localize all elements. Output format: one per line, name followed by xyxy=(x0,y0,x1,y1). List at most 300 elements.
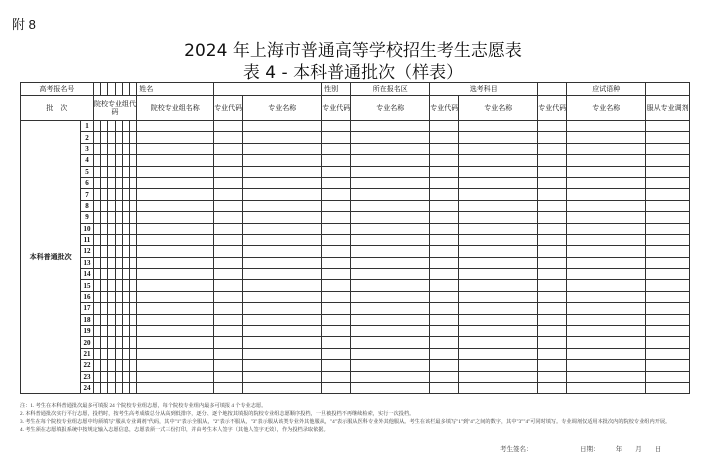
major-code-cell[interactable] xyxy=(322,189,351,200)
major-name-cell[interactable] xyxy=(243,121,322,132)
major-name-cell[interactable] xyxy=(243,326,322,337)
group-name-cell[interactable] xyxy=(137,223,214,234)
adjust-cell[interactable] xyxy=(646,246,690,257)
group-code-cell[interactable] xyxy=(108,121,115,132)
name-field[interactable] xyxy=(214,83,322,96)
group-code-cell[interactable] xyxy=(122,326,129,337)
group-code-cell[interactable] xyxy=(122,337,129,348)
major-code-cell[interactable] xyxy=(214,257,243,268)
major-code-cell[interactable] xyxy=(430,234,459,245)
group-code-cell[interactable] xyxy=(115,143,122,154)
major-code-cell[interactable] xyxy=(538,337,567,348)
major-name-cell[interactable] xyxy=(567,246,646,257)
group-code-cell[interactable] xyxy=(115,166,122,177)
group-code-cell[interactable] xyxy=(108,269,115,280)
group-code-cell[interactable] xyxy=(122,155,129,166)
major-name-cell[interactable] xyxy=(351,155,430,166)
group-code-cell[interactable] xyxy=(130,280,137,291)
adjust-cell[interactable] xyxy=(646,166,690,177)
group-code-cell[interactable] xyxy=(115,371,122,382)
group-code-cell[interactable] xyxy=(130,314,137,325)
group-code-cell[interactable] xyxy=(115,189,122,200)
major-code-cell[interactable] xyxy=(430,360,459,371)
adjust-cell[interactable] xyxy=(646,177,690,188)
major-name-cell[interactable] xyxy=(243,189,322,200)
major-code-cell[interactable] xyxy=(322,269,351,280)
major-name-cell[interactable] xyxy=(567,234,646,245)
group-code-cell[interactable] xyxy=(115,257,122,268)
group-name-cell[interactable] xyxy=(137,280,214,291)
major-name-cell[interactable] xyxy=(351,177,430,188)
group-code-cell[interactable] xyxy=(93,269,100,280)
group-code-cell[interactable] xyxy=(100,382,107,393)
group-name-cell[interactable] xyxy=(137,314,214,325)
major-code-cell[interactable] xyxy=(430,257,459,268)
group-code-cell[interactable] xyxy=(130,337,137,348)
group-name-cell[interactable] xyxy=(137,177,214,188)
group-code-cell[interactable] xyxy=(93,246,100,257)
major-code-cell[interactable] xyxy=(538,234,567,245)
group-code-cell[interactable] xyxy=(108,371,115,382)
group-code-cell[interactable] xyxy=(93,257,100,268)
group-code-cell[interactable] xyxy=(100,166,107,177)
major-name-cell[interactable] xyxy=(351,189,430,200)
group-code-cell[interactable] xyxy=(100,121,107,132)
major-code-cell[interactable] xyxy=(214,166,243,177)
major-code-cell[interactable] xyxy=(214,360,243,371)
major-name-cell[interactable] xyxy=(459,371,538,382)
adjust-cell[interactable] xyxy=(646,121,690,132)
major-code-cell[interactable] xyxy=(322,223,351,234)
major-name-cell[interactable] xyxy=(459,200,538,211)
major-name-cell[interactable] xyxy=(243,257,322,268)
group-code-cell[interactable] xyxy=(108,246,115,257)
adjust-cell[interactable] xyxy=(646,348,690,359)
major-code-cell[interactable] xyxy=(538,371,567,382)
major-name-cell[interactable] xyxy=(459,280,538,291)
major-name-cell[interactable] xyxy=(567,337,646,348)
major-name-cell[interactable] xyxy=(459,291,538,302)
major-code-cell[interactable] xyxy=(322,166,351,177)
group-code-cell[interactable] xyxy=(100,326,107,337)
major-code-cell[interactable] xyxy=(430,371,459,382)
major-code-cell[interactable] xyxy=(322,212,351,223)
major-code-cell[interactable] xyxy=(322,177,351,188)
group-name-cell[interactable] xyxy=(137,371,214,382)
major-code-cell[interactable] xyxy=(538,348,567,359)
group-code-cell[interactable] xyxy=(108,360,115,371)
group-code-cell[interactable] xyxy=(115,337,122,348)
adjust-cell[interactable] xyxy=(646,223,690,234)
adjust-cell[interactable] xyxy=(646,143,690,154)
major-name-cell[interactable] xyxy=(567,155,646,166)
major-code-cell[interactable] xyxy=(430,143,459,154)
major-name-cell[interactable] xyxy=(567,132,646,143)
group-code-cell[interactable] xyxy=(93,303,100,314)
group-code-cell[interactable] xyxy=(115,246,122,257)
exam-no-cell[interactable] xyxy=(115,83,122,96)
major-name-cell[interactable] xyxy=(567,371,646,382)
major-code-cell[interactable] xyxy=(430,382,459,393)
major-code-cell[interactable] xyxy=(538,269,567,280)
major-name-cell[interactable] xyxy=(459,303,538,314)
major-code-cell[interactable] xyxy=(214,269,243,280)
major-code-cell[interactable] xyxy=(322,121,351,132)
major-code-cell[interactable] xyxy=(214,326,243,337)
group-code-cell[interactable] xyxy=(108,200,115,211)
major-code-cell[interactable] xyxy=(322,303,351,314)
major-name-cell[interactable] xyxy=(351,371,430,382)
group-code-cell[interactable] xyxy=(130,143,137,154)
group-code-cell[interactable] xyxy=(108,303,115,314)
major-name-cell[interactable] xyxy=(459,177,538,188)
group-code-cell[interactable] xyxy=(122,166,129,177)
major-code-cell[interactable] xyxy=(214,246,243,257)
major-code-cell[interactable] xyxy=(214,143,243,154)
group-name-cell[interactable] xyxy=(137,382,214,393)
group-code-cell[interactable] xyxy=(100,371,107,382)
major-name-cell[interactable] xyxy=(243,348,322,359)
major-name-cell[interactable] xyxy=(567,348,646,359)
group-code-cell[interactable] xyxy=(108,177,115,188)
major-code-cell[interactable] xyxy=(322,314,351,325)
adjust-cell[interactable] xyxy=(646,291,690,302)
group-code-cell[interactable] xyxy=(115,291,122,302)
major-name-cell[interactable] xyxy=(351,143,430,154)
group-code-cell[interactable] xyxy=(130,291,137,302)
major-name-cell[interactable] xyxy=(243,155,322,166)
group-code-cell[interactable] xyxy=(130,269,137,280)
major-code-cell[interactable] xyxy=(430,337,459,348)
group-code-cell[interactable] xyxy=(100,189,107,200)
group-name-cell[interactable] xyxy=(137,155,214,166)
group-code-cell[interactable] xyxy=(100,155,107,166)
major-name-cell[interactable] xyxy=(243,337,322,348)
major-name-cell[interactable] xyxy=(243,177,322,188)
major-name-cell[interactable] xyxy=(351,291,430,302)
major-name-cell[interactable] xyxy=(567,200,646,211)
major-code-cell[interactable] xyxy=(430,155,459,166)
group-code-cell[interactable] xyxy=(122,223,129,234)
adjust-cell[interactable] xyxy=(646,200,690,211)
group-code-cell[interactable] xyxy=(130,360,137,371)
group-code-cell[interactable] xyxy=(115,121,122,132)
group-code-cell[interactable] xyxy=(100,314,107,325)
major-name-cell[interactable] xyxy=(567,291,646,302)
major-name-cell[interactable] xyxy=(459,132,538,143)
major-name-cell[interactable] xyxy=(567,326,646,337)
major-code-cell[interactable] xyxy=(538,189,567,200)
group-code-cell[interactable] xyxy=(100,177,107,188)
major-code-cell[interactable] xyxy=(430,132,459,143)
major-name-cell[interactable] xyxy=(351,326,430,337)
group-code-cell[interactable] xyxy=(93,132,100,143)
group-code-cell[interactable] xyxy=(130,177,137,188)
major-code-cell[interactable] xyxy=(322,234,351,245)
group-code-cell[interactable] xyxy=(115,326,122,337)
group-code-cell[interactable] xyxy=(108,257,115,268)
major-name-cell[interactable] xyxy=(243,371,322,382)
group-code-cell[interactable] xyxy=(130,223,137,234)
major-code-cell[interactable] xyxy=(214,280,243,291)
group-code-cell[interactable] xyxy=(108,212,115,223)
major-name-cell[interactable] xyxy=(459,382,538,393)
group-code-cell[interactable] xyxy=(122,280,129,291)
group-code-cell[interactable] xyxy=(130,382,137,393)
group-name-cell[interactable] xyxy=(137,189,214,200)
major-code-cell[interactable] xyxy=(430,291,459,302)
major-name-cell[interactable] xyxy=(243,382,322,393)
major-name-cell[interactable] xyxy=(459,269,538,280)
group-code-cell[interactable] xyxy=(130,212,137,223)
group-code-cell[interactable] xyxy=(108,143,115,154)
group-code-cell[interactable] xyxy=(108,132,115,143)
major-code-cell[interactable] xyxy=(538,223,567,234)
major-name-cell[interactable] xyxy=(567,382,646,393)
group-code-cell[interactable] xyxy=(115,200,122,211)
major-code-cell[interactable] xyxy=(430,303,459,314)
major-code-cell[interactable] xyxy=(214,200,243,211)
group-code-cell[interactable] xyxy=(122,360,129,371)
group-name-cell[interactable] xyxy=(137,212,214,223)
group-code-cell[interactable] xyxy=(122,143,129,154)
language-field[interactable] xyxy=(646,83,690,96)
major-code-cell[interactable] xyxy=(430,348,459,359)
adjust-cell[interactable] xyxy=(646,382,690,393)
group-code-cell[interactable] xyxy=(122,121,129,132)
group-code-cell[interactable] xyxy=(122,212,129,223)
major-code-cell[interactable] xyxy=(430,189,459,200)
major-name-cell[interactable] xyxy=(459,121,538,132)
group-code-cell[interactable] xyxy=(130,189,137,200)
group-code-cell[interactable] xyxy=(130,155,137,166)
major-name-cell[interactable] xyxy=(351,337,430,348)
group-name-cell[interactable] xyxy=(137,200,214,211)
major-code-cell[interactable] xyxy=(538,166,567,177)
major-name-cell[interactable] xyxy=(243,166,322,177)
major-code-cell[interactable] xyxy=(322,348,351,359)
group-name-cell[interactable] xyxy=(137,348,214,359)
group-code-cell[interactable] xyxy=(115,303,122,314)
major-code-cell[interactable] xyxy=(538,326,567,337)
group-code-cell[interactable] xyxy=(122,257,129,268)
group-code-cell[interactable] xyxy=(122,371,129,382)
group-name-cell[interactable] xyxy=(137,291,214,302)
group-code-cell[interactable] xyxy=(93,212,100,223)
major-code-cell[interactable] xyxy=(322,143,351,154)
group-code-cell[interactable] xyxy=(108,326,115,337)
group-code-cell[interactable] xyxy=(100,269,107,280)
group-code-cell[interactable] xyxy=(100,143,107,154)
adjust-cell[interactable] xyxy=(646,212,690,223)
major-code-cell[interactable] xyxy=(538,121,567,132)
major-code-cell[interactable] xyxy=(214,189,243,200)
group-code-cell[interactable] xyxy=(100,257,107,268)
major-code-cell[interactable] xyxy=(322,291,351,302)
major-code-cell[interactable] xyxy=(538,360,567,371)
major-code-cell[interactable] xyxy=(430,166,459,177)
major-code-cell[interactable] xyxy=(214,234,243,245)
exam-no-cell[interactable] xyxy=(108,83,115,96)
group-name-cell[interactable] xyxy=(137,360,214,371)
group-code-cell[interactable] xyxy=(100,132,107,143)
major-name-cell[interactable] xyxy=(567,257,646,268)
major-name-cell[interactable] xyxy=(243,143,322,154)
group-code-cell[interactable] xyxy=(93,280,100,291)
major-code-cell[interactable] xyxy=(538,155,567,166)
major-name-cell[interactable] xyxy=(459,257,538,268)
group-code-cell[interactable] xyxy=(115,223,122,234)
group-code-cell[interactable] xyxy=(108,280,115,291)
group-code-cell[interactable] xyxy=(93,200,100,211)
group-code-cell[interactable] xyxy=(100,234,107,245)
major-code-cell[interactable] xyxy=(538,246,567,257)
major-name-cell[interactable] xyxy=(351,257,430,268)
group-name-cell[interactable] xyxy=(137,246,214,257)
major-name-cell[interactable] xyxy=(459,246,538,257)
major-name-cell[interactable] xyxy=(243,280,322,291)
adjust-cell[interactable] xyxy=(646,269,690,280)
major-name-cell[interactable] xyxy=(459,223,538,234)
major-code-cell[interactable] xyxy=(214,291,243,302)
adjust-cell[interactable] xyxy=(646,189,690,200)
group-code-cell[interactable] xyxy=(108,291,115,302)
group-code-cell[interactable] xyxy=(93,143,100,154)
group-name-cell[interactable] xyxy=(137,269,214,280)
group-code-cell[interactable] xyxy=(100,200,107,211)
major-name-cell[interactable] xyxy=(351,223,430,234)
major-code-cell[interactable] xyxy=(214,132,243,143)
group-code-cell[interactable] xyxy=(93,382,100,393)
major-name-cell[interactable] xyxy=(567,314,646,325)
group-code-cell[interactable] xyxy=(130,257,137,268)
group-code-cell[interactable] xyxy=(130,326,137,337)
major-name-cell[interactable] xyxy=(243,269,322,280)
major-code-cell[interactable] xyxy=(538,291,567,302)
group-code-cell[interactable] xyxy=(100,360,107,371)
major-code-cell[interactable] xyxy=(430,314,459,325)
major-code-cell[interactable] xyxy=(538,382,567,393)
exam-no-cell[interactable] xyxy=(100,83,107,96)
major-code-cell[interactable] xyxy=(322,246,351,257)
major-name-cell[interactable] xyxy=(351,382,430,393)
major-code-cell[interactable] xyxy=(214,121,243,132)
major-code-cell[interactable] xyxy=(430,223,459,234)
adjust-cell[interactable] xyxy=(646,257,690,268)
group-code-cell[interactable] xyxy=(130,234,137,245)
adjust-cell[interactable] xyxy=(646,314,690,325)
group-code-cell[interactable] xyxy=(93,155,100,166)
group-code-cell[interactable] xyxy=(108,166,115,177)
adjust-cell[interactable] xyxy=(646,337,690,348)
group-code-cell[interactable] xyxy=(100,223,107,234)
major-code-cell[interactable] xyxy=(322,257,351,268)
group-code-cell[interactable] xyxy=(115,155,122,166)
group-code-cell[interactable] xyxy=(108,223,115,234)
major-name-cell[interactable] xyxy=(351,303,430,314)
major-code-cell[interactable] xyxy=(322,382,351,393)
group-code-cell[interactable] xyxy=(122,314,129,325)
major-code-cell[interactable] xyxy=(430,326,459,337)
major-name-cell[interactable] xyxy=(351,234,430,245)
major-name-cell[interactable] xyxy=(351,212,430,223)
major-name-cell[interactable] xyxy=(459,189,538,200)
major-name-cell[interactable] xyxy=(567,177,646,188)
major-name-cell[interactable] xyxy=(459,166,538,177)
major-code-cell[interactable] xyxy=(538,314,567,325)
major-name-cell[interactable] xyxy=(243,223,322,234)
group-code-cell[interactable] xyxy=(130,246,137,257)
group-code-cell[interactable] xyxy=(108,337,115,348)
major-code-cell[interactable] xyxy=(322,200,351,211)
major-code-cell[interactable] xyxy=(538,212,567,223)
group-code-cell[interactable] xyxy=(108,234,115,245)
adjust-cell[interactable] xyxy=(646,155,690,166)
major-code-cell[interactable] xyxy=(430,177,459,188)
group-code-cell[interactable] xyxy=(93,189,100,200)
group-code-cell[interactable] xyxy=(93,314,100,325)
group-code-cell[interactable] xyxy=(122,382,129,393)
major-name-cell[interactable] xyxy=(459,348,538,359)
major-code-cell[interactable] xyxy=(538,200,567,211)
major-name-cell[interactable] xyxy=(567,143,646,154)
group-name-cell[interactable] xyxy=(137,166,214,177)
group-code-cell[interactable] xyxy=(93,348,100,359)
major-name-cell[interactable] xyxy=(243,200,322,211)
adjust-cell[interactable] xyxy=(646,234,690,245)
major-name-cell[interactable] xyxy=(351,132,430,143)
group-code-cell[interactable] xyxy=(100,280,107,291)
major-code-cell[interactable] xyxy=(214,314,243,325)
major-name-cell[interactable] xyxy=(351,200,430,211)
group-code-cell[interactable] xyxy=(130,166,137,177)
major-name-cell[interactable] xyxy=(351,269,430,280)
group-code-cell[interactable] xyxy=(100,291,107,302)
major-name-cell[interactable] xyxy=(351,246,430,257)
group-code-cell[interactable] xyxy=(108,348,115,359)
group-code-cell[interactable] xyxy=(100,348,107,359)
group-name-cell[interactable] xyxy=(137,257,214,268)
group-code-cell[interactable] xyxy=(93,326,100,337)
group-code-cell[interactable] xyxy=(108,314,115,325)
major-code-cell[interactable] xyxy=(214,155,243,166)
group-code-cell[interactable] xyxy=(93,337,100,348)
group-code-cell[interactable] xyxy=(115,360,122,371)
adjust-cell[interactable] xyxy=(646,132,690,143)
major-name-cell[interactable] xyxy=(567,121,646,132)
group-code-cell[interactable] xyxy=(130,348,137,359)
group-code-cell[interactable] xyxy=(93,121,100,132)
group-code-cell[interactable] xyxy=(130,303,137,314)
adjust-cell[interactable] xyxy=(646,360,690,371)
group-code-cell[interactable] xyxy=(130,121,137,132)
major-name-cell[interactable] xyxy=(351,280,430,291)
major-name-cell[interactable] xyxy=(459,337,538,348)
group-code-cell[interactable] xyxy=(108,155,115,166)
group-code-cell[interactable] xyxy=(115,314,122,325)
group-code-cell[interactable] xyxy=(130,132,137,143)
major-code-cell[interactable] xyxy=(538,177,567,188)
major-code-cell[interactable] xyxy=(538,132,567,143)
group-code-cell[interactable] xyxy=(93,177,100,188)
group-code-cell[interactable] xyxy=(122,132,129,143)
major-code-cell[interactable] xyxy=(214,382,243,393)
group-code-cell[interactable] xyxy=(122,291,129,302)
group-code-cell[interactable] xyxy=(93,166,100,177)
major-name-cell[interactable] xyxy=(243,132,322,143)
major-name-cell[interactable] xyxy=(243,246,322,257)
major-code-cell[interactable] xyxy=(538,303,567,314)
